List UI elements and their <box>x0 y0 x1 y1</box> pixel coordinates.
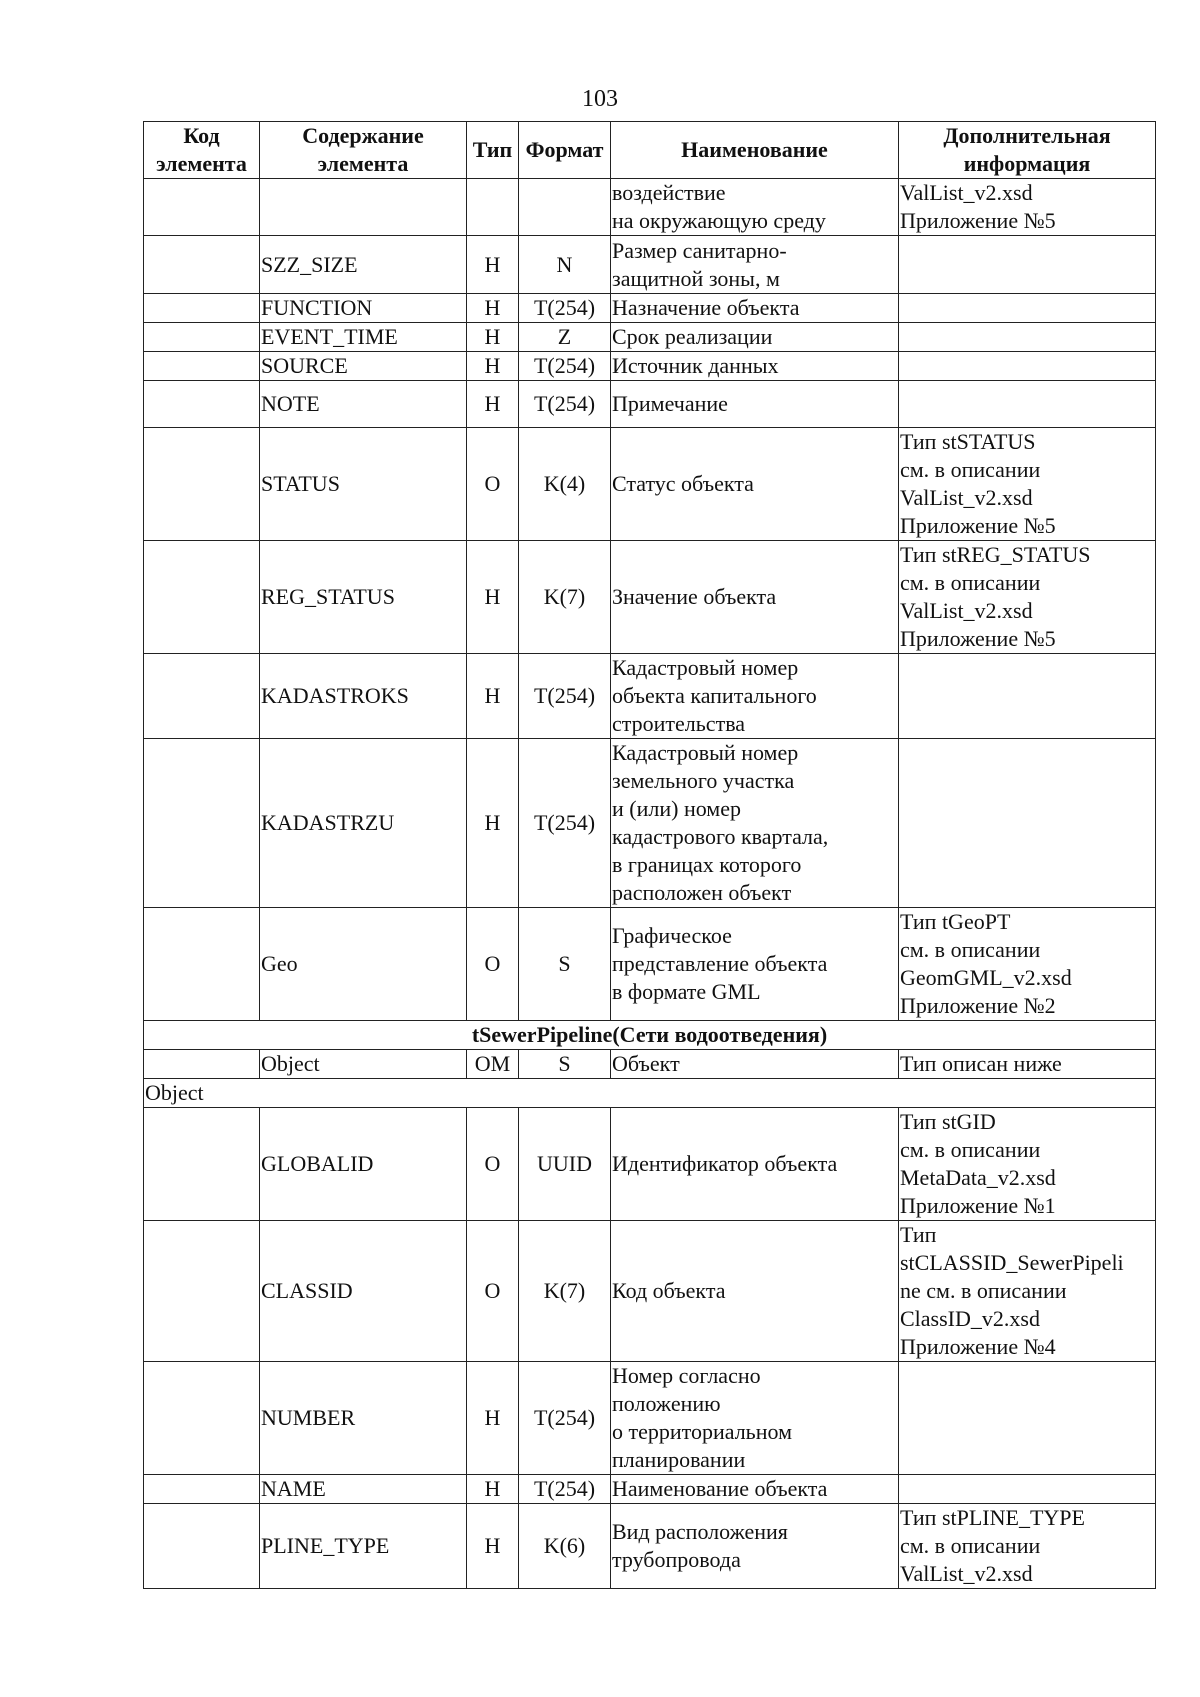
cell-info: Тип stPLINE_TYPE см. в описании ValList_v2.xsd <box>899 1504 1156 1589</box>
cell-format: K(7) <box>519 541 611 654</box>
cell-type: ОМ <box>467 1050 519 1079</box>
table-row <box>144 1475 1156 1504</box>
cell-name: Кадастровый номер земельного участка и (или) номер кадастрового квартала, в границах которого расположен объект <box>611 739 899 908</box>
cell-info <box>899 654 1156 739</box>
cell-format: K(4) <box>519 428 611 541</box>
cell-name: Срок реализации <box>611 323 899 352</box>
cell-info <box>899 323 1156 352</box>
table-row <box>144 1050 1156 1079</box>
cell-type: О <box>467 1108 519 1221</box>
cell-format: T(254) <box>519 1475 611 1504</box>
cell-name: Вид расположения трубопровода <box>611 1504 899 1589</box>
cell-format: S <box>519 1050 611 1079</box>
cell-code <box>144 1108 260 1221</box>
cell-code <box>144 908 260 1021</box>
table-row <box>144 654 1156 739</box>
table-row <box>144 179 1156 236</box>
cell-type: О <box>467 428 519 541</box>
cell-code <box>144 428 260 541</box>
table-row <box>144 323 1156 352</box>
cell-name: Размер санитарно- защитной зоны, м <box>611 236 899 294</box>
cell-format: K(7) <box>519 1221 611 1362</box>
cell-info <box>899 294 1156 323</box>
cell-name: Статус объекта <box>611 428 899 541</box>
cell-content: Geo <box>260 908 467 1021</box>
cell-format: T(254) <box>519 352 611 381</box>
cell-content <box>260 179 467 236</box>
cell-code <box>144 541 260 654</box>
cell-format: T(254) <box>519 739 611 908</box>
cell-name: Назначение объекта <box>611 294 899 323</box>
table-row <box>144 381 1156 428</box>
header-content: Содержание элемента <box>260 122 467 179</box>
cell-type: Н <box>467 541 519 654</box>
cell-type: Н <box>467 1362 519 1475</box>
cell-type: Н <box>467 381 519 428</box>
cell-type: Н <box>467 739 519 908</box>
cell-code <box>144 1362 260 1475</box>
cell-name: Кадастровый номер объекта капитального строительства <box>611 654 899 739</box>
cell-info <box>899 352 1156 381</box>
table-row <box>144 541 1156 654</box>
cell-code <box>144 236 260 294</box>
cell-format: T(254) <box>519 1362 611 1475</box>
table-row <box>144 1108 1156 1221</box>
cell-format: S <box>519 908 611 1021</box>
cell-content: Object <box>260 1050 467 1079</box>
table-row <box>144 428 1156 541</box>
cell-type: Н <box>467 1475 519 1504</box>
header-format: Формат <box>519 122 611 179</box>
cell-name: воздействие на окружающую среду <box>611 179 899 236</box>
cell-content: NOTE <box>260 381 467 428</box>
cell-code <box>144 1475 260 1504</box>
table-row <box>144 1362 1156 1475</box>
cell-content: NAME <box>260 1475 467 1504</box>
cell-code <box>144 739 260 908</box>
cell-info: Тип tGeoPT см. в описании GeomGML_v2.xsd Приложение №2 <box>899 908 1156 1021</box>
cell-code <box>144 352 260 381</box>
table-row <box>144 294 1156 323</box>
cell-code <box>144 1504 260 1589</box>
table-row <box>144 1504 1156 1589</box>
cell-info: Тип описан ниже <box>899 1050 1156 1079</box>
header-info: Дополнительная информация <box>899 122 1156 179</box>
cell-format <box>519 179 611 236</box>
header-type: Тип <box>467 122 519 179</box>
spec-table <box>143 121 1156 1589</box>
cell-info: Тип stREG_STATUS см. в описании ValList_v2.xsd Приложение №5 <box>899 541 1156 654</box>
cell-name: Номер согласно положению о территориальном планировании <box>611 1362 899 1475</box>
cell-content: STATUS <box>260 428 467 541</box>
cell-content: NUMBER <box>260 1362 467 1475</box>
cell-content: FUNCTION <box>260 294 467 323</box>
cell-type: Н <box>467 323 519 352</box>
cell-content: REG_STATUS <box>260 541 467 654</box>
cell-info: Тип stGID см. в описании MetaData_v2.xsd Приложение №1 <box>899 1108 1156 1221</box>
section-title: tSewerPipeline(Сети водоотведения) <box>144 1021 1156 1050</box>
table-row <box>144 352 1156 381</box>
cell-code <box>144 1221 260 1362</box>
cell-name: Код объекта <box>611 1221 899 1362</box>
table-row <box>144 1221 1156 1362</box>
cell-content: CLASSID <box>260 1221 467 1362</box>
cell-type: Н <box>467 352 519 381</box>
cell-type: Н <box>467 236 519 294</box>
cell-format: T(254) <box>519 381 611 428</box>
cell-info <box>899 236 1156 294</box>
cell-type: О <box>467 908 519 1021</box>
cell-content: PLINE_TYPE <box>260 1504 467 1589</box>
cell-type <box>467 179 519 236</box>
cell-code <box>144 654 260 739</box>
cell-code <box>144 294 260 323</box>
cell-type: Н <box>467 654 519 739</box>
table-row <box>144 908 1156 1021</box>
cell-content: SZZ_SIZE <box>260 236 467 294</box>
cell-info: Тип stCLASSID_SewerPipeli ne см. в описании ClassID_v2.xsd Приложение №4 <box>899 1221 1156 1362</box>
header-row <box>144 122 1156 179</box>
cell-name: Наименование объекта <box>611 1475 899 1504</box>
cell-name: Значение объекта <box>611 541 899 654</box>
cell-name: Идентификатор объекта <box>611 1108 899 1221</box>
cell-name: Примечание <box>611 381 899 428</box>
cell-code <box>144 1050 260 1079</box>
cell-info <box>899 1475 1156 1504</box>
object-label: Object <box>144 1079 1156 1108</box>
cell-format: UUID <box>519 1108 611 1221</box>
cell-info: ValList_v2.xsd Приложение №5 <box>899 179 1156 236</box>
cell-code <box>144 381 260 428</box>
cell-name: Объект <box>611 1050 899 1079</box>
cell-name: Источник данных <box>611 352 899 381</box>
object-label-row <box>144 1079 1156 1108</box>
cell-name: Графическое представление объекта в формате GML <box>611 908 899 1021</box>
header-name: Наименование <box>611 122 899 179</box>
cell-code <box>144 179 260 236</box>
cell-info <box>899 381 1156 428</box>
cell-code <box>144 323 260 352</box>
cell-format: Z <box>519 323 611 352</box>
cell-info: Тип stSTATUS см. в описании ValList_v2.xsd Приложение №5 <box>899 428 1156 541</box>
cell-type: О <box>467 1221 519 1362</box>
cell-content: EVENT_TIME <box>260 323 467 352</box>
cell-content: SOURCE <box>260 352 467 381</box>
cell-type: Н <box>467 294 519 323</box>
cell-info <box>899 739 1156 908</box>
cell-format: T(254) <box>519 654 611 739</box>
cell-info <box>899 1362 1156 1475</box>
cell-format: K(6) <box>519 1504 611 1589</box>
cell-type: Н <box>467 1504 519 1589</box>
page-number: 103 <box>582 86 618 112</box>
cell-content: KADASTRZU <box>260 739 467 908</box>
cell-format: T(254) <box>519 294 611 323</box>
table-row <box>144 739 1156 908</box>
header-code: Код элемента <box>144 122 260 179</box>
cell-format: N <box>519 236 611 294</box>
cell-content: KADASTROKS <box>260 654 467 739</box>
cell-content: GLOBALID <box>260 1108 467 1221</box>
section-row <box>144 1021 1156 1050</box>
table-row <box>144 236 1156 294</box>
